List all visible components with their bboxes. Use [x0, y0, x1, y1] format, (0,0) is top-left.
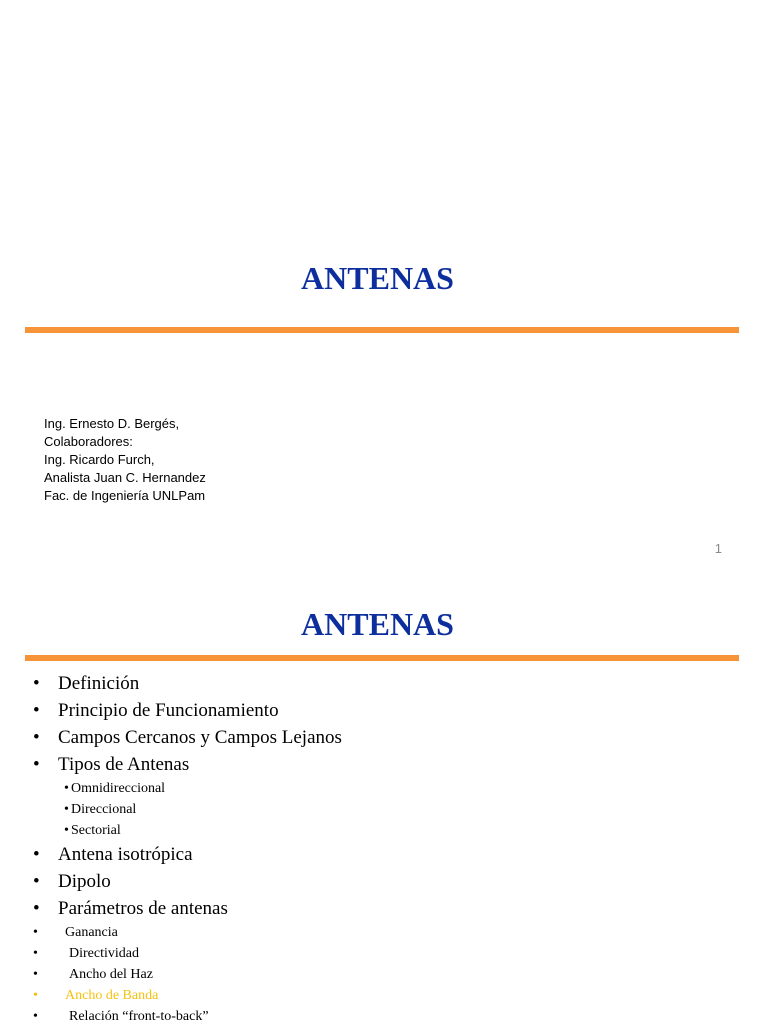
topic-label: Dipolo	[58, 871, 111, 892]
subtopic-item	[0, 820, 768, 841]
bullet-icon: •	[33, 967, 38, 982]
bullet-icon: •	[64, 823, 69, 838]
slide2-title-rule	[25, 655, 739, 661]
parameter-item	[0, 922, 768, 943]
slide2-title: ANTENAS	[301, 606, 454, 642]
parameter-label: Ganancia	[65, 925, 118, 940]
topic-label: Campos Cercanos y Campos Lejanos	[58, 727, 342, 748]
bullet-icon: •	[33, 1009, 38, 1024]
parameter-label: Directividad	[69, 946, 139, 961]
topic-label: Antena isotrópica	[58, 844, 193, 865]
bullet-icon: •	[33, 844, 40, 865]
subtopic-item	[0, 799, 768, 820]
parameter-label: Ancho de Banda	[65, 988, 159, 1003]
topic-item	[0, 895, 768, 922]
slide1-title: ANTENAS	[301, 260, 454, 296]
bullet-icon: •	[64, 781, 69, 796]
parameter-item	[0, 985, 768, 1006]
author-line-1: Ing. Ernesto D. Bergés,	[44, 416, 180, 431]
author-line-5: Fac. de Ingeniería UNLPam	[44, 488, 206, 503]
parameter-label: Relación “front-to-back”	[69, 1009, 209, 1024]
topic-item	[0, 670, 768, 697]
bullet-icon: •	[33, 988, 38, 1003]
author-line-4: Analista Juan C. Hernandez	[44, 470, 206, 485]
parameter-item	[0, 964, 768, 985]
bullet-icon: •	[33, 946, 38, 961]
topic-label: Parámetros de antenas	[58, 898, 228, 919]
author-line-2: Colaboradores:	[44, 434, 133, 449]
bullet-icon: •	[33, 925, 38, 940]
bullet-icon: •	[64, 802, 69, 817]
topic-label: Tipos de Antenas	[58, 754, 190, 775]
topic-item	[0, 697, 768, 724]
bullet-icon: •	[33, 700, 40, 721]
topic-item	[0, 751, 768, 778]
topic-item	[0, 724, 768, 751]
bullet-icon: •	[33, 673, 40, 694]
subtopic-item	[0, 778, 768, 799]
subtopic-label: Direccional	[71, 802, 137, 817]
slide1-title-rule	[25, 327, 739, 333]
authors-block	[44, 415, 206, 505]
topic-item	[0, 841, 768, 868]
topics-list	[0, 670, 768, 1027]
topic-label: Principio de Funcionamiento	[58, 700, 279, 721]
author-line-3: Ing. Ricardo Furch,	[44, 452, 155, 467]
parameter-label: Ancho del Haz	[69, 967, 153, 982]
subtopic-label: Sectorial	[71, 823, 121, 838]
bullet-icon: •	[33, 871, 40, 892]
bullet-icon: •	[33, 727, 40, 748]
parameter-item	[0, 943, 768, 964]
page-number: 1	[714, 541, 722, 556]
topic-label: Definición	[58, 673, 140, 694]
bullet-icon: •	[33, 754, 40, 775]
topic-item	[0, 868, 768, 895]
subtopic-label: Omnidireccional	[71, 781, 166, 796]
bullet-icon: •	[33, 898, 40, 919]
